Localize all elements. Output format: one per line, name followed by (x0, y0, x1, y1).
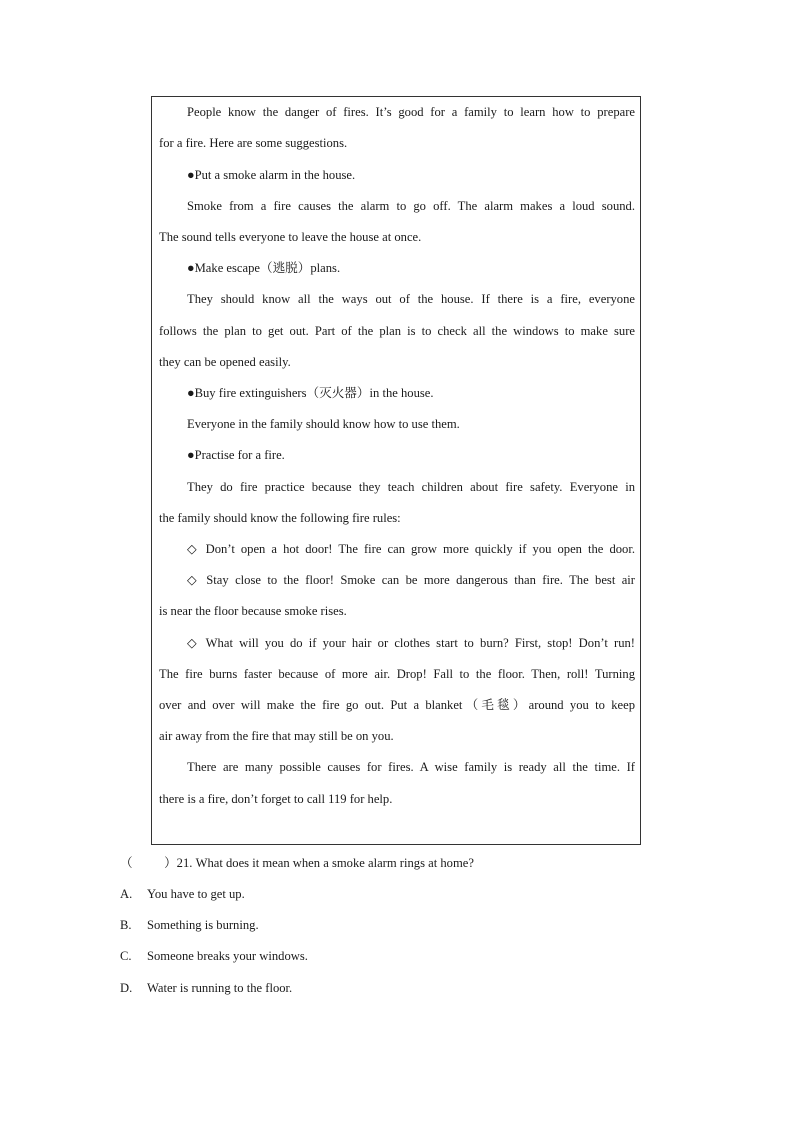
passage-line: The sound tells everyone to leave the house at once. (159, 230, 422, 244)
option-b-text: Something is burning. (147, 918, 259, 932)
option-a-letter: A. (120, 887, 133, 901)
passage-line: Smoke from a fire causes the alarm to go off. The alarm makes a loud sound. (187, 199, 635, 213)
passage-line: ◇ Stay close to the floor! Smoke can be more dangerous than fire. The best air (187, 573, 635, 587)
passage-line: The fire burns faster because of more air. Drop! Fall to the floor. Then, roll! Turning (159, 667, 635, 681)
passage-line: ●Buy fire extinguishers（灭火器）in the house. (187, 386, 434, 400)
passage-line: ◇ What will you do if your hair or clothes start to burn? First, stop! Don’t run! (187, 636, 635, 650)
passage-line: They do fire practice because they teach children about fire safety. Everyone in (187, 480, 635, 494)
passage-line: ●Practise for a fire. (187, 448, 285, 462)
option-d-letter: D. (120, 981, 133, 995)
option-d-text: Water is running to the floor. (147, 981, 293, 995)
question-stem: （ ）21. What does it mean when a smoke alarm rings at home? (120, 856, 474, 870)
passage-line: over and over will make the fire go out. Put a blanket（毛毯）around you to keep (159, 698, 635, 712)
passage-line: follows the plan to get out. Part of the plan is to check all the windows to make sure (159, 324, 635, 338)
passage-line: for a fire. Here are some suggestions. (159, 136, 348, 150)
passage-line: ●Put a smoke alarm in the house. (187, 168, 356, 182)
passage-line: They should know all the ways out of the house. If there is a fire, everyone (187, 292, 635, 306)
passage-line: they can be opened easily. (159, 355, 291, 369)
passage-line: air away from the fire that may still be on you. (159, 729, 394, 743)
option-a-text: You have to get up. (147, 887, 245, 901)
passage-line: Everyone in the family should know how to use them. (187, 417, 460, 431)
passage-line: ◇ Don’t open a hot door! The fire can grow more quickly if you open the door. (187, 542, 635, 556)
passage-line: there is a fire, don’t forget to call 119 for help. (159, 792, 393, 806)
option-c-letter: C. (120, 949, 132, 963)
passage-line: People know the danger of fires. It’s good for a family to learn how to prepare (187, 105, 635, 119)
option-c-text: Someone breaks your windows. (147, 949, 308, 963)
passage-line: There are many possible causes for fires. A wise family is ready all the time. If (187, 760, 635, 774)
passage-line: is near the floor because smoke rises. (159, 604, 347, 618)
option-b-letter: B. (120, 918, 132, 932)
passage-line: ●Make escape（逃脱）plans. (187, 261, 341, 275)
passage-line: the family should know the following fire rules: (159, 511, 401, 525)
